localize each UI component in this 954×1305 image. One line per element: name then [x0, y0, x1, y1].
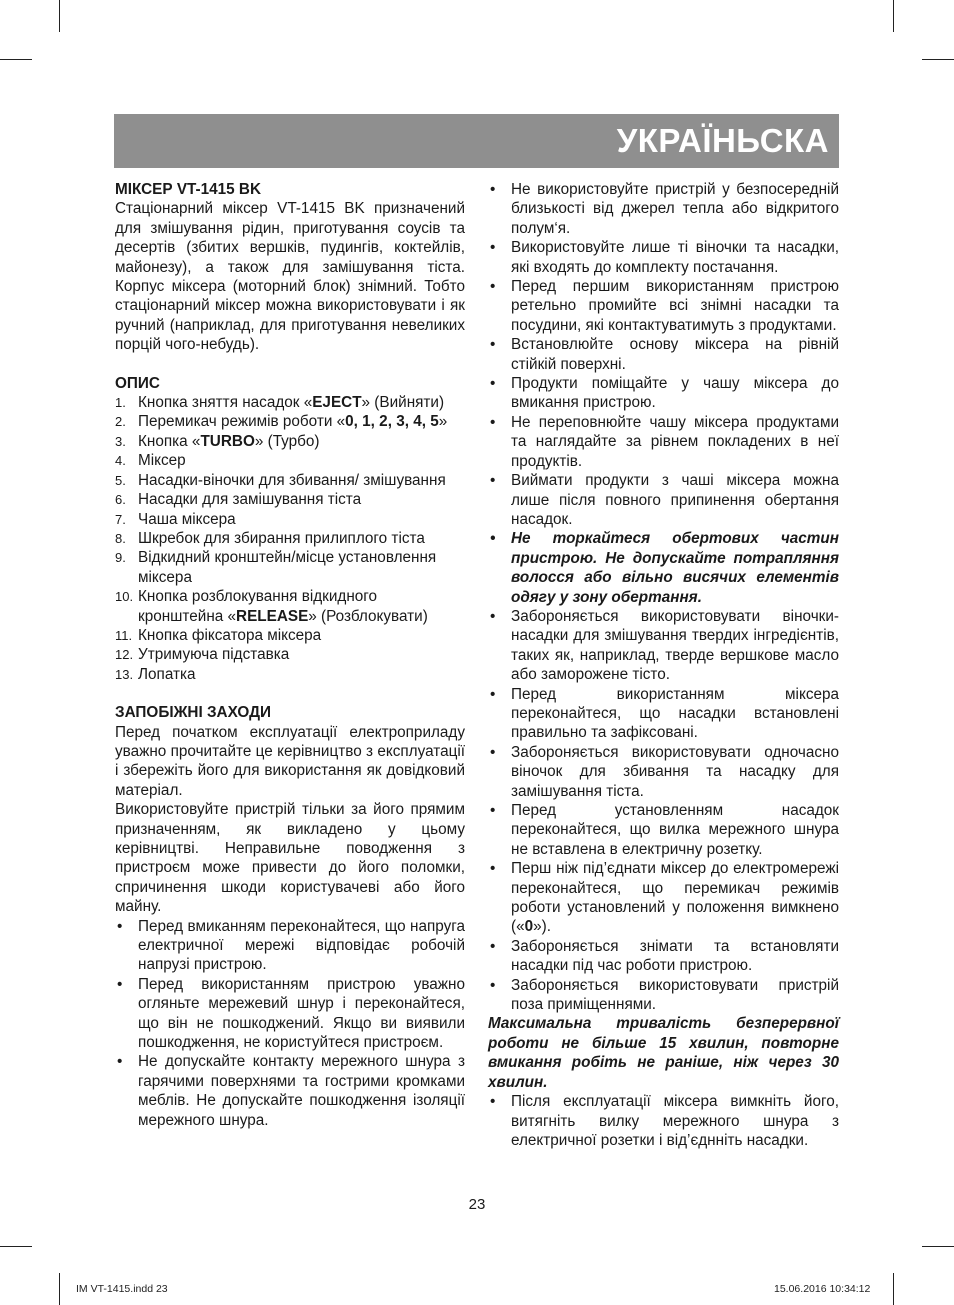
list-item: • Перед першим використанням пристрою ретельно промийте всі знімні насадки та посудини, які контактуватимуть з продуктами. — [488, 277, 839, 335]
item-text: » (Вийняти) — [361, 394, 445, 412]
list-item — [115, 529, 465, 548]
list-item — [115, 393, 465, 412]
safety-paragraph: Перед початком експлуатації електроприладу уважно прочитайте це керівництво з експлуатації і збережіть його для використання як довідковий матеріал. — [115, 723, 465, 799]
right-column — [488, 180, 839, 1150]
list-item: • Забороняється використовувати віночки-насадки для змішування твердих інгредієнтів, таких як, наприклад, тверде вершкове масло або заморожене тісто. — [488, 607, 839, 685]
list-item — [115, 432, 465, 451]
item-text: Міксер — [138, 452, 186, 470]
crop-mark — [59, 0, 60, 32]
item-text: » — [438, 413, 448, 431]
item-number: 3. — [115, 433, 126, 449]
list-item — [115, 412, 465, 431]
footer-date: 15.06.2016 10:34:12 — [774, 1283, 871, 1295]
list-item: • Забороняється використовувати одночасно віночок для збивання та насадку для замішування тіста. — [488, 743, 839, 801]
item-key: EJECT — [312, 394, 362, 412]
list-item: • Перед використанням міксера переконайтеся, що насадки встановлені правильно та зафіксовані. — [488, 685, 839, 743]
crop-mark — [0, 59, 32, 60]
item-number: 4. — [115, 453, 126, 469]
item-text: Насадки для замішування тіста — [138, 491, 362, 509]
item-text: Чаша міксера — [138, 510, 236, 528]
item-number: 10. — [115, 589, 134, 605]
list-item — [115, 665, 465, 684]
left-column — [115, 180, 465, 1130]
item-number: 11. — [115, 627, 133, 643]
crop-mark — [0, 1246, 32, 1247]
list-item — [115, 587, 465, 626]
item-text: Шкребок для збирання прилиплого тіста — [138, 529, 425, 547]
list-item: • Після експлуатації міксера вимкніть його, витягніть вилку мережного шнура з електричної розетки і від’єднніть насадки. — [488, 1092, 839, 1150]
item-text: Кнопка фіксатора міксера — [138, 626, 322, 644]
item-number: 12. — [115, 647, 134, 663]
crop-mark — [59, 1273, 60, 1305]
list-item — [115, 510, 465, 529]
item-text: » (Турбо) — [254, 432, 320, 450]
list-item: • Не торкайтеся обертових частин пристрою. Не допускайте потрапляння волосся або вільно висячих елементів одягу у зону обертання. — [488, 529, 839, 607]
duration-warning: Максимальна тривалість безперервної роботи не більше 15 хвилин, повторне вмикання робіть не раніше, ніж через 30 хвилин. — [488, 1015, 839, 1091]
item-text: Відкидний кронштейн/місце установлення міксера — [138, 549, 437, 586]
safety-heading: ЗАПОБІЖНІ ЗАХОДИ — [115, 704, 271, 722]
intro-text: Стаціонарний міксер VT-1415 BK призначений для змішування рідин, приготування соусів та десертів (збитих вершків, пудингів, коктейлів, майонезу), а також для замішування тіста. Корпус міксера (моторний блок) знімний. Тобто стаціонарний міксер можна використовувати і як ручний (наприклад, для приготування невеликих порцій чого-небудь). — [115, 200, 465, 354]
list-item — [115, 451, 465, 470]
list-item: • Виймати продукти з чаші міксера можна лише після повного припинення обертання насадок. — [488, 471, 839, 529]
item-text: » (Розблокувати) — [308, 607, 428, 625]
item-text: Кнопка зняття насадок « — [138, 394, 313, 412]
list-item: • Перед установленням насадок переконайтеся, що вилка мережного шнура не вставлена в електричну розетку. — [488, 801, 839, 859]
final-list — [488, 1092, 839, 1150]
item-key: TURBO — [200, 432, 255, 450]
list-item — [115, 645, 465, 664]
list-item — [115, 471, 465, 490]
description-heading: ОПИС — [115, 374, 160, 392]
item-key: RELEASE — [236, 607, 309, 625]
item-text: Утримуюча підставка — [138, 646, 290, 664]
item-text: Кнопка « — [138, 432, 201, 450]
item-number: 9. — [115, 550, 126, 566]
footer-file: IM VT-1415.indd 23 — [76, 1283, 168, 1295]
item-number: 6. — [115, 492, 126, 508]
list-item: • Продукти поміщайте у чашу міксера до вмикання пристрою. — [488, 374, 839, 413]
language-title: УКРАЇНЬСКА — [616, 122, 829, 159]
list-item — [115, 490, 465, 509]
list-item: • Не допускайте контакту мережного шнура з гарячими поверхнями та гострими кромками меблів. Не допускайте пошкодження ізоляції мережного шнура. — [115, 1052, 465, 1130]
item-key: 0, 1, 2, 3, 4, 5 — [345, 413, 439, 431]
list-item — [488, 859, 839, 937]
item-number: 8. — [115, 530, 126, 546]
safety-list-right — [488, 180, 839, 1014]
item-number: 1. — [115, 395, 126, 411]
safety-list-left — [115, 917, 465, 1130]
safety-paragraph: Використовуйте пристрій тільки за його прямим призначенням, як викладено у цьому керівництві. Неправильне поводження з пристроєм може привести до його поломки, спричинення шкоди користувачеві або його майну. — [115, 801, 465, 916]
list-item: • Не переповнюйте чашу міксера продуктами та наглядайте за рівнем покладених в неї продуктів. — [488, 413, 839, 471]
item-text: Перемикач режимів роботи « — [138, 413, 346, 431]
list-item: • Перед вмиканням переконайтеся, що напруга електричної мережі відповідає робочій напрузі пристрою. — [115, 917, 465, 975]
item-text: Насадки-віночки для збивання/ змішування — [138, 471, 446, 489]
list-item — [115, 626, 465, 645]
language-banner — [114, 114, 839, 168]
item-text: Лопатка — [138, 665, 196, 683]
list-item: • Забороняється знімати та встановляти насадки під час роботи пристрою. — [488, 937, 839, 976]
item-number: 2. — [115, 414, 126, 430]
list-item — [115, 548, 465, 587]
description-list — [115, 393, 465, 684]
crop-mark — [922, 1246, 954, 1247]
intro-heading: МІКСЕР VT-1415 BK — [115, 181, 261, 198]
list-item: • Використовуйте лише ті віночки та насадки, які входять до комплекту постачання. — [488, 238, 839, 277]
item-key: 0 — [524, 918, 534, 936]
item-text: »). — [533, 918, 551, 936]
list-item: • Не використовуйте пристрій у безпосередній близькості від джерел тепла або відкритого полум‘я. — [488, 180, 839, 238]
crop-mark — [893, 0, 894, 32]
item-text: Перш ніж під’єднати міксер до електромережі переконайтеся, що перемикач режимів роботи установлений у положення вимкнено (« — [511, 860, 839, 936]
list-item: • Перед використанням пристрою уважно огляньте мережевий шнур і переконайтеся, що він не пошкоджений. Якщо ви виявили пошкодження, не користуйтеся пристроєм. — [115, 975, 465, 1053]
crop-mark — [893, 1273, 894, 1305]
item-number: 13. — [115, 666, 134, 682]
list-item: • Забороняється використовувати пристрій поза приміщеннями. — [488, 976, 839, 1015]
page-number: 23 — [468, 1196, 486, 1213]
item-text: Кнопка розблокування відкидного кронштейна « — [138, 588, 378, 625]
crop-mark — [922, 59, 954, 60]
list-item: • Встановлюйте основу міксера на рівній стійкій поверхні. — [488, 335, 839, 374]
item-number: 5. — [115, 472, 126, 488]
item-number: 7. — [115, 511, 126, 527]
